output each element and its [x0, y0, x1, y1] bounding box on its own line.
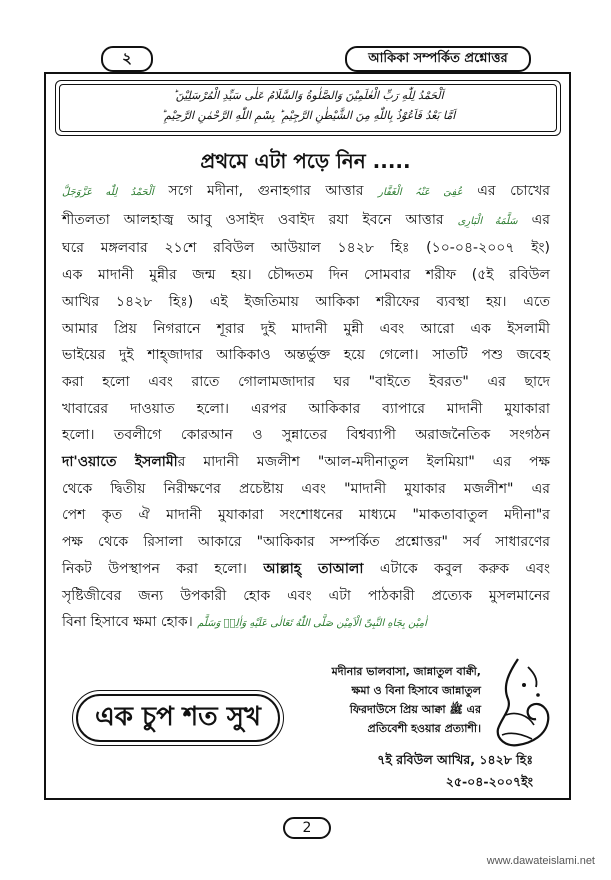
text-fragment: এর — [531, 480, 550, 497]
text-fragment: সগে মদীনা, গুনাহগার আত্তার — [168, 183, 364, 199]
text-line — [62, 609, 550, 638]
author-prayer — [291, 662, 481, 738]
prayer-line: ফিরদাউসে প্রিয় আক্বা ﷺ এর — [349, 703, 481, 716]
text-fragment: থেকে দ্বিতীয় নিরীক্ষণের প্রচেষ্টায় এবং "মাদানী মুযাকার মজলীশ" — [62, 480, 514, 497]
allah-name: আল্লাহ্ তাআলা — [263, 560, 364, 577]
text-line: খাবারের দাওয়াত হলো। এরপর আকিকার ব্যাপারে মাদানী মুযাকারা — [62, 400, 550, 417]
arabic-line-1: اَلْحَمْدُ لِلّٰهِ رَبِّ الْعٰلَمِیْنَ وَالصَّلٰوةُ وَالسَّلَامُ عَلٰی سَیِّدِ الْمُرْسَلِیْنَ ؕ — [172, 89, 444, 102]
text-line: ভাইয়ের দুই শাহ্‌জাদার আকিকাও অন্তর্ভুক্ত হয়ে গেলো। সাতটি পশু জবেহ — [62, 347, 550, 364]
arabic-inline: سَلَّمَهُ الْبَارِی — [457, 215, 518, 227]
text-line: আমার প্রিয় নিগরানে শূরার দুই মাদানী মুন্নী এবং আরো এক ইসলামী — [62, 320, 550, 337]
arabic-inline: عُفِیَ عَنْہُ الْغَفَّار — [378, 187, 463, 198]
prayer-line: প্রতিবেশী হওয়ার প্রত্যাশী। — [367, 722, 481, 735]
body-text — [62, 178, 550, 638]
prayer-line: মদীনার ভালবাসা, জান্নাতুল বাক্বী, — [331, 665, 481, 678]
text-line: ঘরে মঙ্গলবার ২১শে রবিউল আউয়াল ১৪২৮ হিঃ (১০-০৪-২০০৭ ইং) — [62, 240, 550, 257]
text-line — [62, 449, 550, 476]
page-heading: প্রথমে এটা পড়ে নিন ..... — [200, 149, 411, 173]
text-line — [62, 207, 550, 236]
date-hijri: ৭ই রবিউল আখির, ১৪২৮ হিঃ — [377, 752, 533, 767]
text-fragment: শীতলতা আলহাজ্ব আবু ওসাইদ ওবাইদ রযা ইবনে আত্তার — [62, 211, 444, 228]
text-line: এক মাদানী মুন্নীর জন্ম হয়। চৌদ্দতম দিন সোমবার শরীফ (৫ই রবিউল — [62, 267, 550, 284]
text-line: পক্ষ থেকে রিসালা আকারে "আকিকার সম্পর্কিত প্রশ্নোত্তর" সর্ব সাধারণের — [62, 534, 550, 551]
text-line: করা হলো এবং রাতে গোলামজাদার ঘর "বাইতে ইবরত" এর ছাদে — [62, 373, 550, 390]
text-line: পেশ কৃত ঐ মাদানী মুযাকারা সংশোধনের মাধ্যমে "মাকতাবাতুল মদীনা"র — [62, 507, 550, 524]
footer-url: www.dawateislami.net — [486, 855, 595, 867]
arabic-invocation-box — [55, 80, 561, 136]
date-gregorian: ২৫-০৪-২০০৭ইং — [445, 774, 533, 789]
text-fragment: নিকট উপস্থাপন করা হলো। — [62, 560, 247, 577]
text-line: আখির ১৪২৮ হিঃ) এই ইজতিমায় আকিকা শরীফের ব্যবস্থা হয়। এতে — [62, 293, 550, 310]
text-line — [62, 476, 550, 503]
text-line — [62, 178, 550, 207]
arabic-inline-dua: اٰمِیْن بِجَاهِ النَّبِیِّ الْاَمِیْن صَلَّی اللّٰهُ تَعَالٰی عَلَیْهِ وَاٰلِهٖ وَسَلَّم — [197, 618, 427, 630]
text-fragment: বিনা হিসাবে ক্ষমা হোক। — [62, 614, 193, 631]
text-fragment: র মাদানী মজলীশ "আল-মদীনাতুল ইলমিয়া" এর পক্ষ — [177, 454, 550, 471]
page-number-top: ২ — [101, 46, 153, 72]
arabic-inline: اَلْحَمْدُ لِلّٰه عَزَّوَجَلَّ — [62, 187, 154, 198]
arabic-line-2: اَمَّا بَعْدُ فَاَعُوْذُ بِاللّٰهِ مِنَ الشَّیْطٰنِ الرَّجِیْمِ ؕ بِسْمِ اللّٰهِ الرَّحْمٰنِ الرَّحِیْمِ ؕ — [160, 109, 456, 122]
signature-calligraphy-icon — [488, 655, 554, 751]
text-line — [62, 556, 550, 583]
text-line: হলো। তবলীগে কোরআন ও সুন্নাতের বিশ্বব্যাপী অরাজনৈতিক সংগঠন — [62, 427, 550, 444]
prayer-line: ক্ষমা ও বিনা হিসাবে জান্নাতুল — [351, 684, 481, 697]
organization-name: দা'ওয়াতে ইসলামী — [62, 454, 178, 471]
slogan-banner: এক চুপ শত সুখ — [76, 694, 280, 742]
book-title: আকিকা সম্পর্কিত প্রশ্নোত্তর — [345, 46, 531, 72]
text-fragment: এটাকে কবুল করুক এবং — [379, 560, 550, 577]
page-number-bottom: 2 — [283, 817, 331, 839]
text-fragment: এর — [531, 211, 551, 228]
text-line: সৃষ্টিজীবের জন্য উপকারী হোক এবং এটা পাঠকারী প্রত্যেক মুসলমানের — [62, 587, 550, 604]
text-fragment: এর চোখের — [477, 183, 550, 199]
